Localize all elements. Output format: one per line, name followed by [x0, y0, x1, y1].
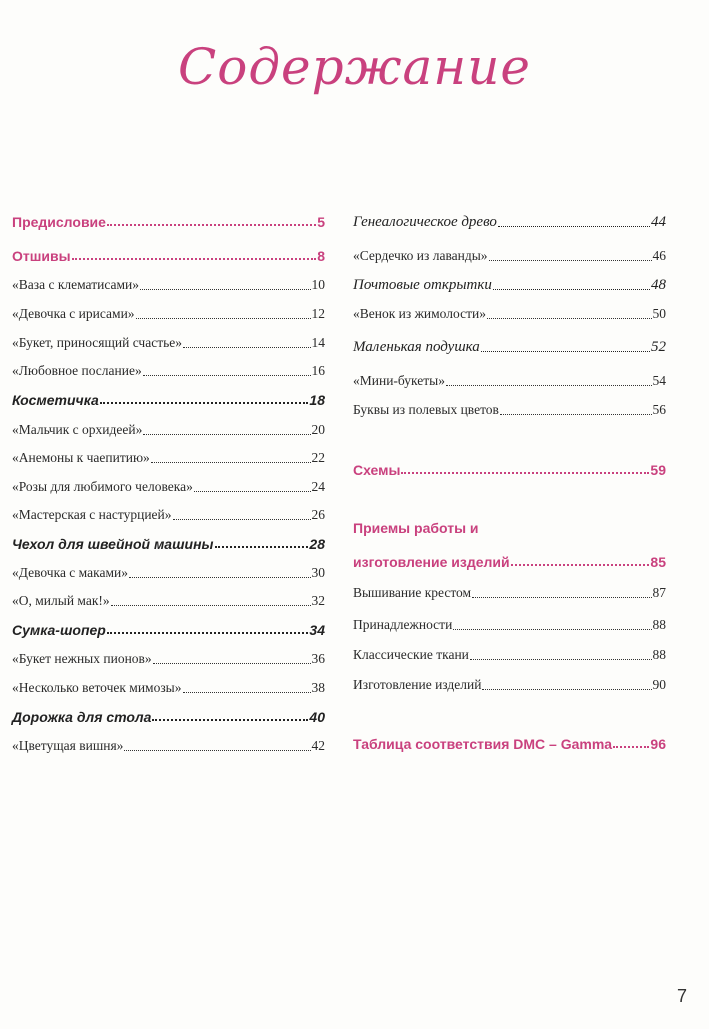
toc-entry[interactable] — [353, 214, 666, 231]
page-number: 7 — [676, 986, 687, 1006]
toc-entry-page: 14 — [311, 335, 325, 350]
toc-entry[interactable] — [12, 593, 325, 609]
toc-entry-page: 34 — [309, 622, 325, 638]
toc-entry[interactable] — [12, 680, 325, 696]
leader-dots — [401, 472, 649, 474]
toc-entry-page: 40 — [309, 709, 325, 725]
leader-dots — [143, 434, 310, 435]
toc-entry-page: 52 — [651, 339, 666, 355]
leader-dots — [143, 375, 311, 376]
toc-entry-page: 85 — [650, 554, 666, 570]
toc-entry-page: 12 — [311, 306, 325, 321]
toc-entry-page: 48 — [651, 277, 666, 293]
leader-dots — [124, 750, 310, 751]
toc-entry[interactable] — [12, 248, 325, 264]
toc-entry[interactable] — [353, 617, 666, 633]
toc-entry-label: изготовление изделий — [353, 554, 510, 570]
toc-entry-page: 38 — [311, 680, 325, 695]
toc-entry-page: 44 — [651, 214, 666, 230]
toc-entry-label: Дорожка для стола — [12, 709, 152, 725]
toc-entry[interactable] — [12, 565, 325, 581]
leader-dots — [107, 224, 316, 226]
leader-dots — [194, 491, 311, 492]
leader-dots — [613, 746, 649, 748]
toc-entry-page: 88 — [652, 617, 666, 632]
toc-entry-page: 20 — [311, 422, 325, 437]
leader-dots — [107, 632, 309, 634]
toc-entry-page: 42 — [311, 738, 325, 753]
toc-entry-label: Генеалогическое древо — [353, 214, 497, 230]
toc-entry-page: 5 — [317, 214, 325, 230]
leader-dots — [215, 546, 309, 548]
toc-entry-label: «Несколько веточек мимозы» — [12, 680, 182, 695]
toc-entry[interactable] — [12, 363, 325, 379]
leader-dots — [470, 659, 652, 660]
toc-entry-label: Принадлежности — [353, 617, 453, 632]
toc-entry[interactable] — [353, 554, 666, 570]
leader-dots — [500, 414, 652, 415]
toc-entry-label: «Венок из жимолости» — [353, 306, 486, 321]
leader-dots — [493, 289, 650, 290]
toc-entry-label: Вышивание крестом — [353, 585, 472, 600]
toc-entry[interactable] — [12, 214, 325, 230]
toc-entry[interactable] — [353, 647, 666, 663]
toc-entry-label: «Любовное послание» — [12, 363, 142, 378]
leader-dots — [489, 260, 652, 261]
toc-entry[interactable] — [353, 339, 666, 356]
leader-dots — [100, 402, 309, 404]
toc-entry[interactable] — [353, 585, 666, 601]
leader-dots — [511, 564, 650, 566]
toc-entry-page: 22 — [311, 450, 325, 465]
toc-entry-page: 56 — [652, 402, 666, 417]
leader-dots — [487, 318, 652, 319]
leader-dots — [129, 577, 311, 578]
toc-entry-page: 26 — [311, 507, 325, 522]
toc-entry-label: Почтовые открытки — [353, 277, 492, 293]
toc-entry-label: «Девочка с ирисами» — [12, 306, 135, 321]
toc-entry[interactable] — [353, 248, 666, 264]
toc-entry[interactable] — [353, 462, 666, 478]
toc-entry-page: 36 — [311, 651, 325, 666]
toc-entry-page: 24 — [311, 479, 325, 494]
toc-entry[interactable] — [12, 450, 325, 466]
toc-entry-label: «Анемоны к чаепитию» — [12, 450, 150, 465]
toc-entry[interactable] — [12, 738, 325, 754]
toc-entry[interactable] — [12, 479, 325, 495]
leader-dots — [173, 519, 311, 520]
leader-dots — [183, 692, 311, 693]
toc-entry-page: 87 — [652, 585, 666, 600]
toc-entry-page: 54 — [652, 373, 666, 388]
toc-entry[interactable] — [12, 651, 325, 667]
leader-dots — [72, 258, 317, 260]
toc-entry-page: 46 — [652, 248, 666, 263]
toc-entry-page: 90 — [652, 677, 666, 692]
toc-entry-label: «Букет нежных пионов» — [12, 651, 152, 666]
leader-dots — [481, 351, 650, 352]
leader-dots — [151, 462, 311, 463]
toc-entry-label: «Ваза с клематисами» — [12, 277, 139, 292]
toc-entry[interactable] — [353, 736, 666, 752]
leader-dots — [482, 689, 651, 690]
toc-entry[interactable] — [12, 622, 325, 638]
toc-entry-label: «Букет, приносящий счастье» — [12, 335, 182, 350]
leader-dots — [111, 605, 311, 606]
toc-entry-label: Классические ткани — [353, 647, 469, 662]
toc-entry-page: 30 — [311, 565, 325, 580]
toc-entry-label: Приемы работы и — [353, 520, 479, 536]
toc-section-heading — [353, 520, 666, 536]
leader-dots — [446, 385, 652, 386]
toc-entry-page: 32 — [311, 593, 325, 608]
leader-dots — [140, 289, 311, 290]
toc-entry-label: Предисловие — [12, 214, 106, 230]
toc-entry-page: 16 — [311, 363, 325, 378]
toc-entry-label: Изготовление изделий — [353, 677, 482, 692]
toc-entry-label: Маленькая подушка — [353, 339, 480, 355]
leader-dots — [453, 629, 651, 630]
toc-entry-label: «Мини-букеты» — [353, 373, 445, 388]
toc-entry[interactable] — [12, 536, 325, 552]
toc-entry-label: Косметичка — [12, 392, 99, 408]
toc-entry[interactable] — [353, 277, 666, 294]
leader-dots — [153, 663, 311, 664]
toc-entry-label: Таблица соответствия DMC – Gamma — [353, 736, 613, 752]
page-title: Содержание — [177, 38, 532, 96]
leader-dots — [183, 347, 311, 348]
leader-dots — [472, 597, 651, 598]
toc-entry-page: 8 — [317, 248, 325, 264]
toc-entry-label: «Розы для любимого человека» — [12, 479, 193, 494]
leader-dots — [498, 226, 650, 227]
toc-entry-label: «Девочка с маками» — [12, 565, 128, 580]
toc-entry[interactable] — [353, 373, 666, 389]
toc-entry[interactable] — [12, 507, 325, 523]
toc-entry[interactable] — [12, 392, 325, 408]
toc-entry[interactable] — [353, 306, 666, 322]
toc-entry-label: Чехол для швейной машины — [12, 536, 214, 552]
toc-entry-page: 18 — [309, 392, 325, 408]
toc-entry[interactable] — [12, 335, 325, 351]
toc-entry-label: «Сердечко из лаванды» — [353, 248, 488, 263]
toc-entry-label: «Цветущая вишня» — [12, 738, 124, 753]
toc-entry-label: «Мастерская с настурцией» — [12, 507, 172, 522]
leader-dots — [152, 719, 308, 721]
toc-entry[interactable] — [353, 402, 666, 418]
toc-entry[interactable] — [12, 277, 325, 293]
toc-entry[interactable] — [12, 709, 325, 725]
toc-entry-page: 50 — [652, 306, 666, 321]
toc-entry-label: «Мальчик с орхидеей» — [12, 422, 143, 437]
toc-entry-label: Буквы из полевых цветов — [353, 402, 499, 417]
toc-entry-page: 10 — [311, 277, 325, 292]
toc-entry[interactable] — [353, 677, 666, 693]
toc-entry-page: 59 — [650, 462, 666, 478]
toc-entry-page: 96 — [650, 736, 666, 752]
toc-entry[interactable] — [12, 422, 325, 438]
toc-entry-label: Отшивы — [12, 248, 71, 264]
toc-entry-label: «О, милый мак!» — [12, 593, 110, 608]
toc-entry-label: Схемы — [353, 462, 401, 478]
leader-dots — [136, 318, 311, 319]
toc-entry[interactable] — [12, 306, 325, 322]
toc-entry-page: 28 — [309, 536, 325, 552]
toc-entry-page: 88 — [652, 647, 666, 662]
toc-entry-label: Сумка-шопер — [12, 622, 106, 638]
